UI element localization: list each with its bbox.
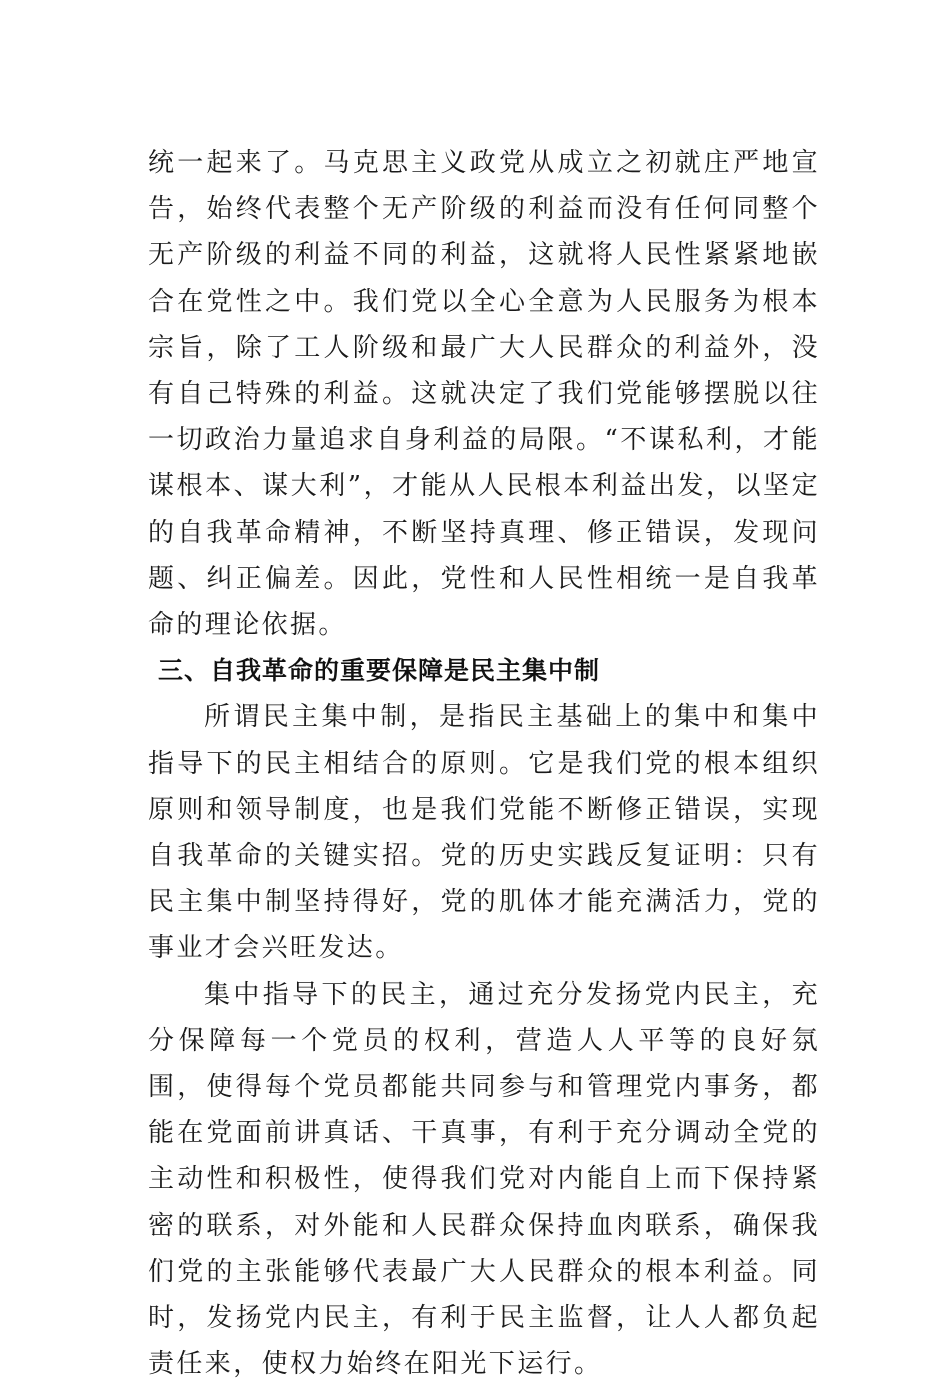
paragraph-continuation: 统一起来了。马克思主义政党从成立之初就庄严地宣告，始终代表整个无产阶级的利益而没有任何同整个无产阶级的利益不同的利益，这就将人民性紧紧地嵌合在党性之中。我们党以全心全意为人民服务为根本宗旨，除了工人阶级和最广大人民群众的利益外，没有自己特殊的利益。这就决定了我们党能够摆脱以往一切政治力量追求自身利益的局限。“不谋私利，才能谋根本、谋大利”，才能从人民根本利益出发，以坚定的自我革命精神，不断坚持真理、修正错误，发现问题、纠正偏差。因此，党性和人民性相统一是自我革命的理论依据。 xyxy=(148,148,820,641)
paragraph-inner-party-democracy: 集中指导下的民主，通过充分发扬党内民主，充分保障每一个党员的权利，营造人人平等的良好氛围，使得每个党员都能共同参与和管理党内事务，都能在党面前讲真话、干真事，有利于充分调动全党的主动性和积极性，使得我们党对内能自上而下保持紧密的联系，对外能和人民群众保持血肉联系，确保我们党的主张能够代表最广大人民群众的根本利益。同时，发扬党内民主，有利于民主监督，让人人都负起责任来，使权力始终在阳光下运行。 xyxy=(148,979,820,1380)
body-text xyxy=(148,140,820,1387)
section-heading: 三、自我革命的重要保障是民主集中制 xyxy=(158,656,601,686)
paragraph-democratic-centralism: 所谓民主集中制，是指民主基础上的集中和集中指导下的民主相结合的原则。它是我们党的根本组织原则和领导制度，也是我们党能不断修正错误，实现自我革命的关键实招。党的历史实践反复证明：只有民主集中制坚持得好，党的肌体才能充满活力，党的事业才会兴旺发达。 xyxy=(148,702,820,964)
